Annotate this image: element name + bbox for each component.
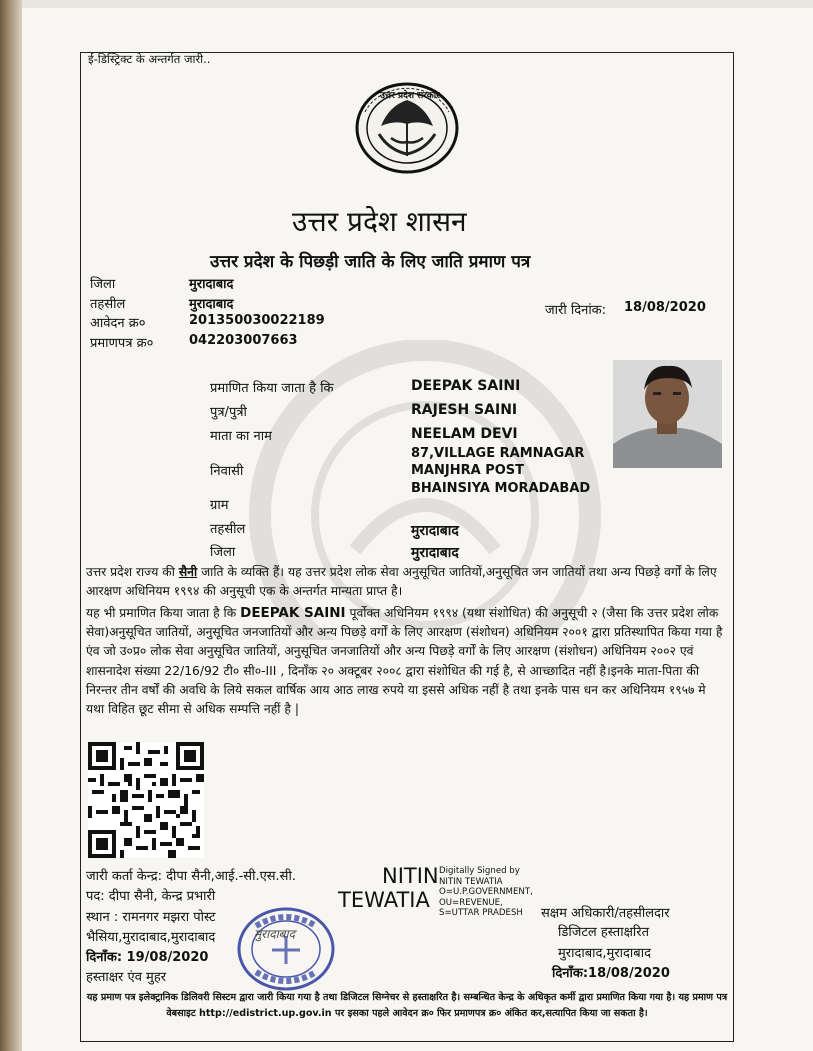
para2-end: पूर्वोक्त अधिनियम १९९४ (यथा संशोधित) की अनुसूची २ (जैसा कि उत्तर प्रदेश लोक सेवा)अनुसूचित जातियों, अनुसूचित जनजातियों और अन्य पिछड़े वर्गों के लिए आरक्षण (संशोधन) अधिनियम २००१ द्वारा प्रतिस्थापित किया गया है एंव जो उ०प्र० लोक सेवा अनुसूचित जातियों, अनुसूचित जनजातियों और अन्य पिछड़े वर्गों के लिए आरक्षण (संशोधन) अधिनियम २००२ एवं शासनादेश संख्या 22/16/92 टी० सी०-III , दिनाँक २० अक्टूबर २००८ द्वारा संशोधित की गई है, से आच्छादित नहीं है।इनके माता-पिता की निरन्तर तीन वर्षों की अवधि के लिये सकल वार्षिक आय आठ लाख रुपये या इससे अधिक नहीं है तथा इनके पास धन कर अधिनियम १९५७ मे यथा विहित छूट सीमा से अधिक सम्पत्ति नहीं है | <box>86 606 723 717</box>
top-note: ई-डिस्ट्रिक्ट के अन्तर्गत जारी.. <box>88 52 211 66</box>
officer-title: सक्षम अधिकारी/तहसीलदार <box>541 906 670 921</box>
address-line-2: MANJHRA POST <box>411 463 525 478</box>
stamp-overlay-text: मुरादाबाद <box>254 927 296 941</box>
certificate-subtitle: उत्तर प्रदेश के पिछड़ी जाति के लिए जाति प्रमाण पत्र <box>210 252 531 272</box>
signer-name-line-1: NITIN <box>382 864 439 888</box>
meta-label-application: आवेदन क्र० <box>90 316 146 331</box>
issuer-place-2: भैसिया,मुरादाबाद,मुरादाबाद <box>86 930 216 945</box>
signature-detail: O=U.P.GOVERNMENT, <box>439 887 533 897</box>
certified-label: प्रमाणित किया जाता है कि <box>210 381 334 396</box>
resident-label: निवासी <box>210 464 244 479</box>
issuer-place-1: स्थान : रामनगर मझरा पोस्ट <box>86 910 216 925</box>
caste-paragraph <box>86 563 726 601</box>
address-line-1: 87,VILLAGE RAMNAGAR <box>411 446 585 461</box>
tehsil-label: तहसील <box>210 522 246 537</box>
page-title: उत्तर प्रदेश शासन <box>292 205 467 238</box>
signature-details <box>439 866 533 919</box>
issuer-sign-label: हस्ताक्षर एंव मुहर <box>86 970 167 985</box>
para2-name: DEEPAK SAINI <box>240 605 346 621</box>
issuer-date: दिनाँक: 19/08/2020 <box>86 950 209 965</box>
district-value: मुरादाबाद <box>411 545 459 561</box>
mother-name: NEELAM DEVI <box>411 426 518 442</box>
meta-value-tehsil: मुरादाबाद <box>189 297 234 312</box>
emblem-ring-text: उत्तर प्रदेश सरकार <box>380 91 440 101</box>
applicant-name: DEEPAK SAINI <box>411 378 521 394</box>
footer-note: यह प्रमाण पत्र इलेक्ट्रानिक डिलिवरी सिस्टम द्वारा जारी किया गया है तथा डिजिटल सिग्नेचर से हस्ताक्षरित है। सम्बन्धित केन्द्र के अधिकृत कर्मी द्वारा प्रमाणित किया गया है। यह प्रमाण पत्र वेबसाइट http://edistrict.up.gov.in पर इसका पहले आवेदन क्र० फिर प्रमाणपत्र क्र० अंकित कर,सत्यापित किया जा सकता है। <box>86 992 728 1019</box>
para1-start: उत्तर प्रदेश राज्य की <box>86 565 175 579</box>
caste-name: सैनी <box>178 565 198 579</box>
signer-name-line-2: TEWATIA <box>338 888 430 912</box>
meta-value-certificate: 042203007663 <box>189 333 298 348</box>
meta-value-district: मुरादाबाद <box>189 277 234 292</box>
officer-sign: डिजिटल हस्ताक्षरित <box>558 925 649 940</box>
applicant-photo <box>613 360 722 468</box>
officer-date: दिनाँक:18/08/2020 <box>552 966 670 981</box>
parent-name: RAJESH SAINI <box>411 402 518 418</box>
signature-detail: OU=REVENUE, <box>439 897 503 908</box>
issue-date-label: जारी दिनांक: <box>545 303 607 318</box>
para1-end: जाति के व्यक्ति हैं। यह उत्तर प्रदेश लोक सेवा अनुसूचित जातियों,अनुसूचित जन जातियों तथा अन्य पिछड़े वर्गों के लिए आरक्षण अधिनियम १९९४ की अनुसूची एक के अन्तर्गत मान्यता प्राप्त है। <box>86 565 717 599</box>
scan-edge <box>0 0 22 1051</box>
qr-code <box>88 742 204 858</box>
mother-label: माता का नाम <box>210 429 272 444</box>
meta-label-district: जिला <box>90 277 116 292</box>
parent-label: पुत्र/पुत्री <box>210 405 247 420</box>
signature-detail: Digitally Signed by <box>439 866 520 876</box>
signature-detail: S=UTTAR PRADESH <box>439 908 523 918</box>
address-line-3: BHAINSIYA MORADABAD <box>411 481 591 496</box>
meta-value-application: 201350030022189 <box>189 313 325 328</box>
issue-date-value: 18/08/2020 <box>624 300 706 315</box>
issuer-post: पद: दीपा सैनी, केन्द्र प्रभारी <box>86 889 216 904</box>
village-label: ग्राम <box>210 498 229 513</box>
issuer-center: जारी कर्ता केन्द्र: दीपा सैनी,आई.-सी.एस.सी. <box>86 869 296 884</box>
para2-start: यह भी प्रमाणित किया जाता है कि <box>86 606 237 620</box>
meta-label-tehsil: तहसील <box>90 297 126 312</box>
district-label: जिला <box>210 545 236 560</box>
meta-label-certificate: प्रमाणपत्र क्र० <box>90 336 154 351</box>
certification-paragraph <box>86 604 726 719</box>
signature-detail: NITIN TEWATIA <box>439 876 503 887</box>
tehsil-value: मुरादाबाद <box>411 523 459 539</box>
officer-place: मुरादाबाद,मुरादाबाद <box>558 946 651 961</box>
office-stamp-icon <box>236 906 336 992</box>
